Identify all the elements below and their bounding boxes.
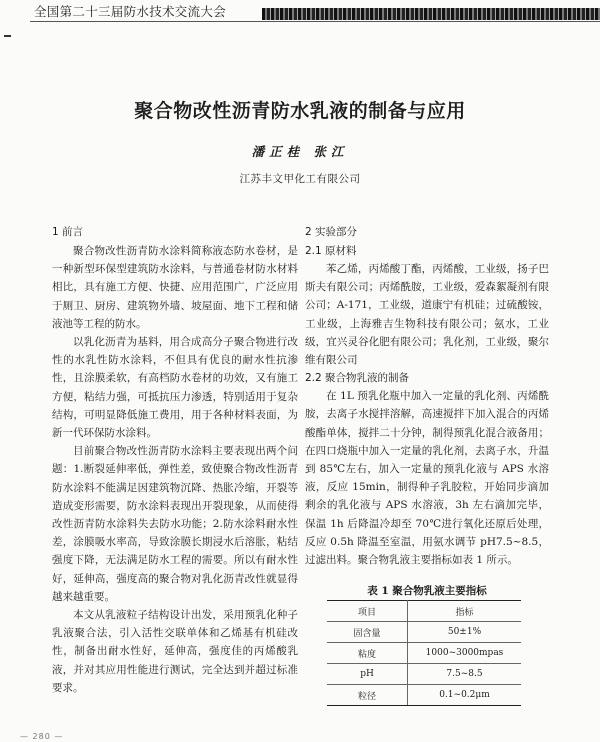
- journal-name: 全国第二十三届防水技术交流大会: [34, 4, 227, 19]
- intro-paragraph: 本文从乳液粒子结构设计出发，采用预乳化种子乳液聚合法，引入活性交联单体和乙烯基有机硅改性，制备出耐水性好，延伸高，强度佳的丙烯酸乳液，并对其应用性能进行测试，完全达到并超过标准要求。: [52, 609, 298, 694]
- left-column: [52, 224, 298, 697]
- affiliation: 江苏丰文甲化工有限公司: [239, 173, 361, 185]
- table-cell: 0.1~0.2μm: [408, 685, 522, 706]
- table-row: [327, 664, 521, 685]
- page-footer: — 280 —: [20, 732, 64, 741]
- table-cell: 7.5~8.5: [408, 664, 522, 685]
- table-header-row: [327, 601, 521, 622]
- emulsion-spec-table: [327, 600, 521, 706]
- subsection-heading-preparation: 2.2 聚合物乳液的制备: [305, 372, 410, 385]
- intro-paragraph: 以乳化沥青为基料，用合成高分子聚合物进行改性的水乳性防水涂料，不但具有优良的耐水性抗渗性，且涂膜柔软，有高档防水卷材的功效，又有施工方便，粘结力强，可抵抗压力渗透，特别适用于复杂结构，可明显降低施工费用，用于各种材料表面，为新一代环保防水涂料。: [52, 336, 298, 440]
- subsection-heading-materials: 2.1 原材料: [305, 245, 357, 257]
- table-row: [327, 685, 521, 706]
- table-cell: 粘度: [327, 643, 408, 664]
- paper-title: 聚合物改性沥青防水乳液的制备与应用: [134, 100, 466, 122]
- header-rule: [30, 21, 600, 22]
- running-header: [0, 0, 600, 22]
- section-heading-experiment: 2 实验部分: [305, 226, 358, 238]
- intro-paragraph: 聚合物改性沥青防水涂料简称液态防水卷材，是一种新型环保型建筑防水涂料，与普通卷材防水材料相比，具有施工方便、快捷、应用范围广，广泛应用于厕卫、厨房、建筑物外墙、坡屋面、地下工程和储液池等工程的防水。: [52, 245, 298, 330]
- table-caption: 表 1 聚合物乳液主要指标: [367, 585, 487, 597]
- table-cell: 1000~3000mpas: [408, 643, 522, 664]
- right-column: [305, 224, 549, 569]
- intro-paragraph: 目前聚合物改性沥青防水涂料主要表现出两个问题：1.断裂延伸率低，弹性差，致使聚合物改性沥青防水涂料不能满足因建筑物沉降、热胀冷缩，开裂等造成变形需要，防水涂料表现出开裂现象，从而使得改性沥青防水涂料失去防水功能；2.防水涂料耐水性差，涂膜吸水率高，导致涂膜长期浸水后溶胀，粘结强度下降，无法满足防水工程的需要。所以有耐水性好，延伸高，强度高的聚合物对乳化沥青改性就显得越来越重要。: [52, 445, 298, 603]
- margin-mark: [4, 35, 11, 37]
- table-row: [327, 622, 521, 643]
- preparation-paragraph: 在 1L 预乳化瓶中加入一定量的乳化剂、丙烯酰胺，去离子水搅拌溶解，高速搅拌下加入混合的丙烯酸酯单体，搅拌二十分钟，制得预乳化混合液备用；在四口烧瓶中加入一定量的乳化剂，去离子水，升温到 85℃左右，加入一定量的预乳化液与 APS 水溶液，反应 15min，制得种子乳胶粒，开始同步滴加剩余的乳化液与 APS 水溶液，3h 左右滴加完毕，保温 1h 后降温冷却至 70℃进行氧化还原后处理，反应 0.5h 降温至室温，用氨水调节 pH7.5~8.5，过滤出料。聚合物乳液主要指标如表 1 所示。: [305, 390, 549, 567]
- table-cell: pH: [327, 664, 408, 685]
- table-row: [327, 643, 521, 664]
- table-cell: 固含量: [327, 622, 408, 643]
- table-cell: 粒径: [327, 685, 408, 706]
- table-header-cell: 指标: [408, 601, 522, 622]
- table-header-cell: 项目: [327, 601, 408, 622]
- table-cell: 50±1%: [408, 622, 522, 643]
- authors: 潘正桂 张江: [251, 144, 349, 159]
- materials-paragraph: 苯乙烯，丙烯酸丁酯，丙烯酸，工业级，扬子巴斯夫有限公司；丙烯酰胺，工业级，爱森絮凝剂有限公司；A-171，工业级，道康宁有机硅；过硫酸铵，工业级，上海雅吉生物科技有限公司；氨水，工业级，宜兴灵谷化肥有限公司；乳化剂，工业级，聚尔维有限公司: [305, 263, 549, 367]
- header-decor-bar: [262, 8, 600, 20]
- section-heading-intro: 1 前言: [52, 226, 84, 238]
